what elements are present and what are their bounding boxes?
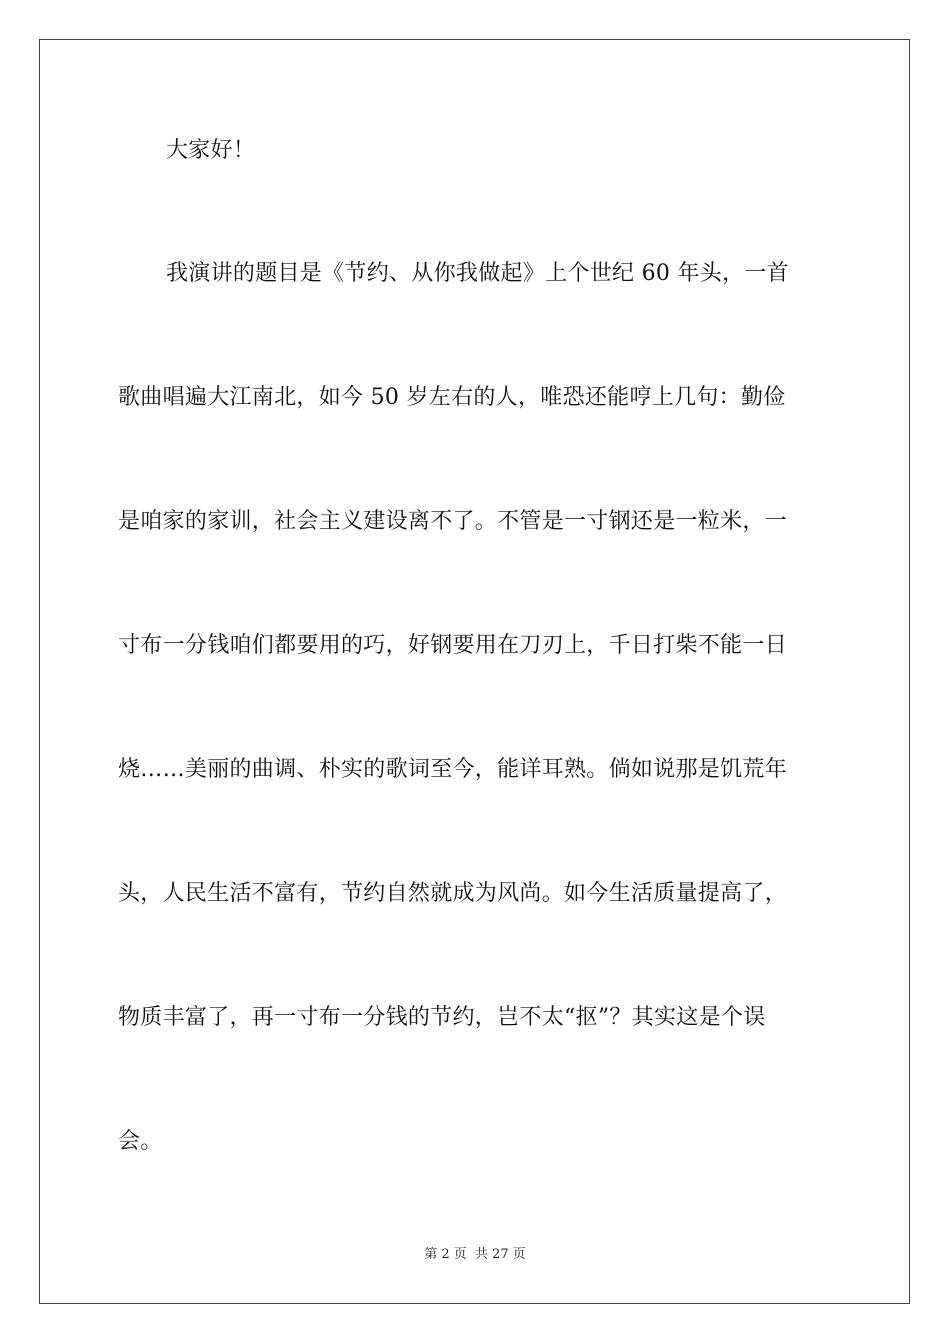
paragraph-line-3: 是咱家的家训，社会主义建设离不了。不管是一寸钢还是一粒米，一 [118, 509, 788, 534]
paragraph-line-8: 会。 [118, 1129, 163, 1154]
paragraph-line-5: 烧……美丽的曲调、朴实的歌词至今，能详耳熟。倘如说那是饥荒年 [118, 757, 788, 782]
paragraph-line-4: 寸布一分钱咱们都要用的巧，好钢要用在刀刃上，千日打柴不能一日 [118, 633, 788, 658]
page-footer [0, 1246, 950, 1264]
page-number: 第 2 页 [424, 1247, 467, 1262]
paragraph-line-6: 头，人民生活不富有，节约自然就成为风尚。如今生活质量提高了， [118, 881, 788, 906]
paragraph-line-7: 物质丰富了，再一寸布一分钱的节约，岂不太“抠”？其实这是个误 [118, 1005, 766, 1030]
greeting-text: 大家好！ [166, 138, 256, 163]
page-border [39, 39, 910, 1304]
page-total: 共 27 页 [474, 1247, 526, 1262]
paragraph-line-1: 我演讲的题目是《节约、从你我做起》上个世纪 60 年头，一首 [166, 261, 789, 286]
paragraph-line-2: 歌曲唱遍大江南北，如今 50 岁左右的人，唯恐还能哼上几句：勤俭 [118, 385, 786, 410]
